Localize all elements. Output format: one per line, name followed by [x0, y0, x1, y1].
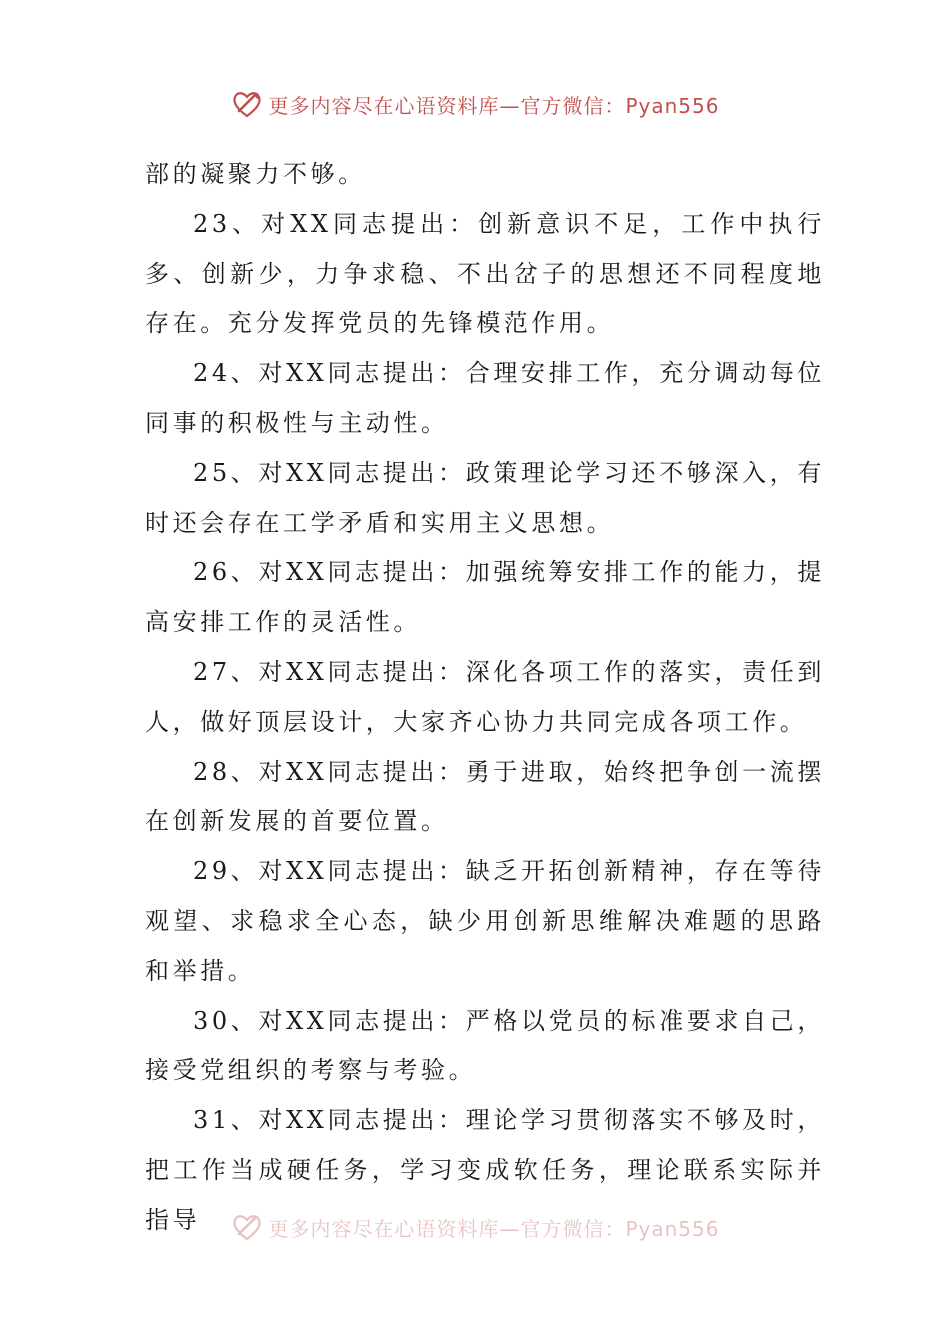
paragraph-item-30: 30、对XX同志提出：严格以党员的标准要求自己，接受党组织的考察与考验。 — [145, 1006, 825, 1085]
heart-pen-icon — [230, 1210, 264, 1244]
paragraph-item-28: 28、对XX同志提出：勇于进取，始终把争创一流摆在创新发展的首要位置。 — [145, 757, 825, 836]
paragraph-item-24: 24、对XX同志提出：合理安排工作，充分调动每位同事的积极性与主动性。 — [145, 359, 825, 437]
paragraph-item-31: 31、对XX同志提出：理论学习贯彻落实不够及时，把工作当成硬任务，学习变成软任务，理论联系实际并指导 — [145, 1106, 825, 1234]
paragraph-continuation: 部的凝聚力不够。 — [145, 160, 366, 188]
heart-pen-icon — [230, 87, 264, 121]
paragraph-item-25: 25、对XX同志提出：政策理论学习还不够深入，有时还会存在工学矛盾和实用主义思想。 — [145, 458, 825, 537]
paragraph-item-23: 23、对XX同志提出：创新意识不足，工作中执行多、创新少，力争求稳、不出岔子的思想还不同程度地存在。充分发挥党员的先锋模范作用。 — [145, 209, 825, 338]
header-text: 更多内容尽在心语资料库—官方微信：Pyan556 — [268, 93, 720, 118]
paragraph-item-27: 27、对XX同志提出：深化各项工作的落实，责任到人，做好顶层设计，大家齐心协力共同完成各项工作。 — [145, 657, 825, 736]
paragraph-item-26: 26、对XX同志提出：加强统筹安排工作的能力，提高安排工作的灵活性。 — [145, 558, 825, 637]
footer-text: 更多内容尽在心语资料库—官方微信：Pyan556 — [268, 1216, 720, 1241]
paragraph-item-29: 29、对XX同志提出：缺乏开拓创新精神，存在等待观望、求稳求全心态，缺少用创新思维解决难题的思路和举措。 — [145, 857, 825, 985]
document-body — [145, 150, 825, 1246]
page-header — [0, 84, 950, 124]
page-footer-watermark — [0, 1210, 950, 1244]
